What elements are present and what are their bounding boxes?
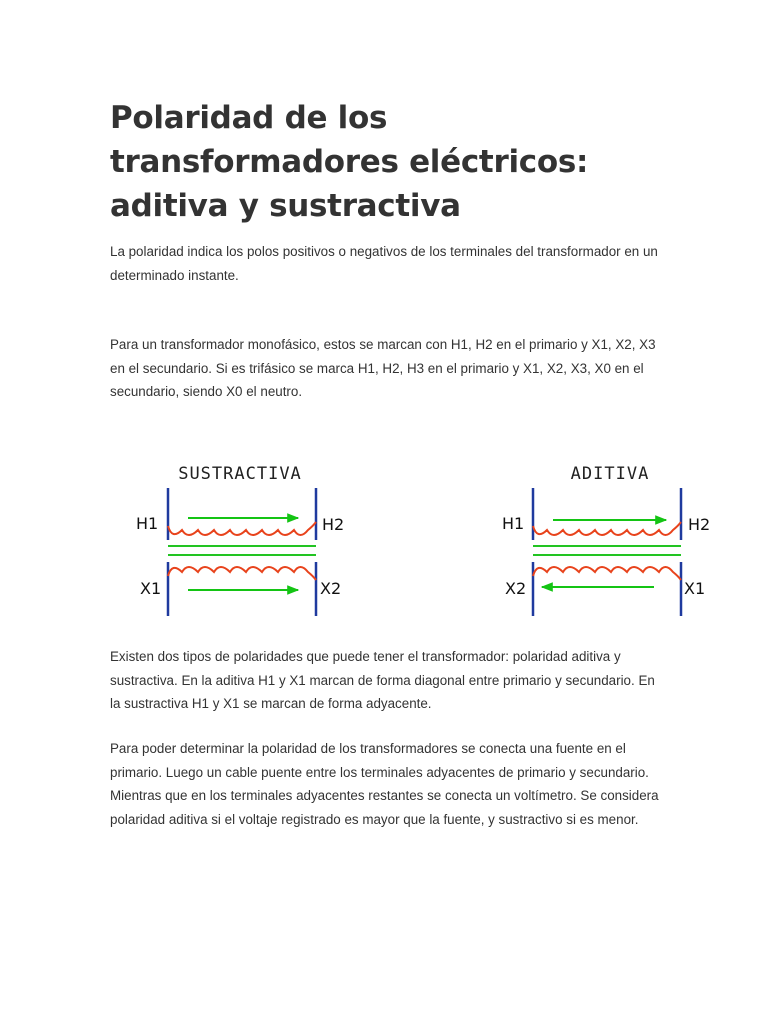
paragraph-intro: La polaridad indica los polos positivos o negativos de los terminales del transformador en un determinado instante. — [110, 244, 658, 283]
sustractiva-heading: SUSTRACTIVA — [178, 464, 302, 484]
sustractiva-label-bottom-right: X2 — [320, 579, 342, 598]
sustractiva-secondary-coil — [168, 567, 316, 580]
paragraph-polarity-test: Para poder determinar la polaridad de los transformadores se conecta una fuente en el primario. Luego un cable puente entre los terminales adyacentes de primario y secundario. Mientras que en los terminales adyacentes restantes se conecta un voltímetro. Se considera polaridad aditiva si el voltaje registrado es mayor que la fuente, y sustractivo si es menor. — [110, 741, 659, 827]
sustractiva-primary-coil — [168, 522, 316, 535]
paragraph-marking: Para un transformador monofásico, estos se marcan con H1, H2 en el primario y X1, X2, X3 en el secundario. Si es trifásico se marca H1, H2, H3 en el primario y X1, X2, X3, X0 en el secundario, siendo X0 el neutro. — [110, 337, 656, 399]
aditiva-label-bottom-left: X2 — [505, 579, 527, 598]
aditiva-label-bottom-right: X1 — [684, 579, 706, 598]
sustractiva-label-bottom-left: X1 — [140, 579, 162, 598]
sustractiva-diagram — [136, 464, 344, 616]
aditiva-primary-coil — [533, 522, 681, 535]
aditiva-diagram — [502, 464, 710, 616]
article-title: Polaridad de los transformadores eléctricos: aditiva y sustractiva — [110, 100, 589, 224]
sustractiva-label-top-right: H2 — [322, 515, 345, 534]
sustractiva-label-top-left: H1 — [136, 514, 159, 533]
aditiva-label-top-right: H2 — [688, 515, 711, 534]
aditiva-secondary-coil — [533, 567, 681, 580]
polarity-diagram — [110, 450, 730, 630]
aditiva-label-top-left: H1 — [502, 514, 525, 533]
paragraph-polarity-types: Existen dos tipos de polaridades que puede tener el transformador: polaridad aditiva y sustractiva. En la aditiva H1 y X1 marcan de forma diagonal entre primario y secundario. En la sustractiva H1 y X1 se marcan de forma adyacente. — [110, 649, 655, 711]
aditiva-heading: ADITIVA — [570, 464, 650, 484]
